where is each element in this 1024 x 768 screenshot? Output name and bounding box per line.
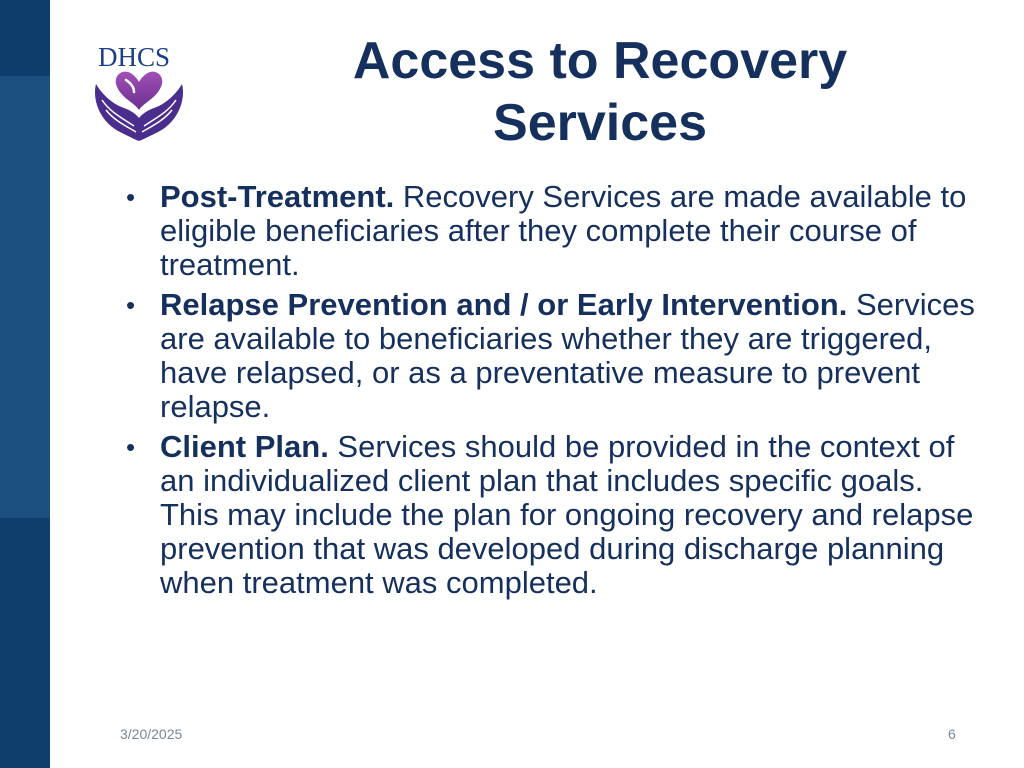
bullet-marker: • xyxy=(126,290,136,320)
logo-text: DHCS xyxy=(98,42,171,72)
dhcs-logo xyxy=(88,40,198,145)
sidebar-segment-middle xyxy=(0,76,50,518)
heart-hands-icon xyxy=(90,70,188,142)
bullet-marker: • xyxy=(126,182,136,212)
bullet-item xyxy=(120,180,980,282)
sidebar-segment-top xyxy=(0,0,50,76)
bullet-heading: Post-Treatment. xyxy=(160,179,403,214)
footer-date: 3/20/2025 xyxy=(120,726,183,742)
slide-title: Access to Recovery Services xyxy=(352,32,848,152)
bullet-body: Services should be provided in the context of an individualized client plan that includes specific goals. This may include the plan for ongoing recovery and relapse prevention that was developed during discharge planning when treatment was completed. xyxy=(160,429,974,600)
page-number: 6 xyxy=(948,726,956,742)
bullet-list xyxy=(120,180,980,606)
bullet-item xyxy=(120,288,980,424)
bullet-body: Services are available to beneficiaries whether they are triggered, have relapsed, or as a preventative measure to prevent relapse. xyxy=(160,287,975,424)
bullet-heading: Relapse Prevention and / or Early Intervention. xyxy=(160,287,856,322)
bullet-item xyxy=(120,430,980,600)
bullet-marker: • xyxy=(126,432,136,462)
bullet-body: Recovery Services are made available to eligible beneficiaries after they complete their course of treatment. xyxy=(160,179,967,282)
left-sidebar-decoration xyxy=(0,0,50,768)
bullet-heading: Client Plan. xyxy=(160,429,338,464)
sidebar-segment-bottom xyxy=(0,518,50,768)
